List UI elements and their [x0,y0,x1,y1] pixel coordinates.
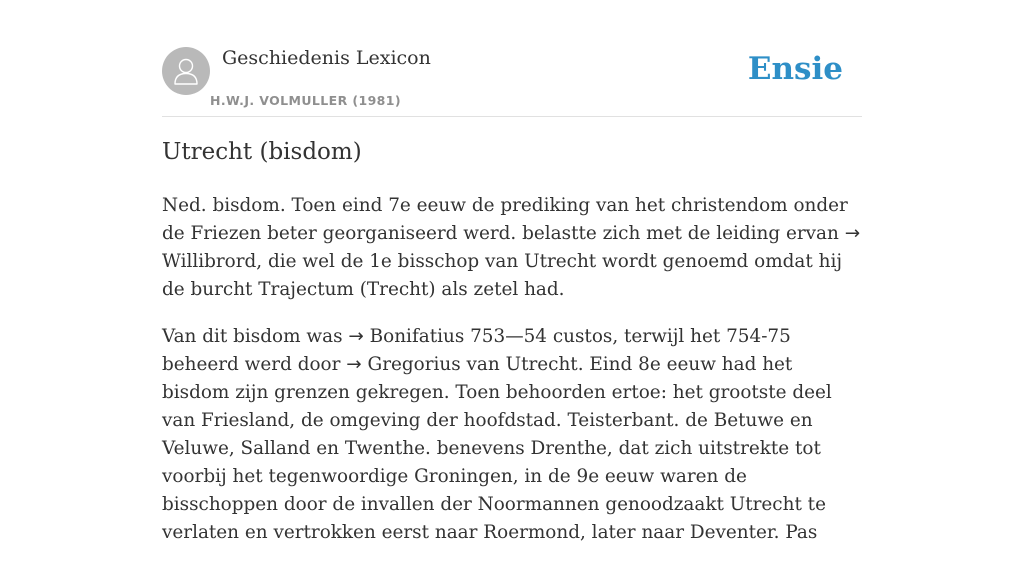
paragraph-text: Bonifatius 753—54 custos, terwijl het 754-75 beheerd werd door [162,326,791,375]
paragraph-text: Willibrord, die wel de 1e bisschop van Utrecht wordt genoemd omdat hij de burcht Trajectum (Trecht) als zetel had. [162,251,843,300]
paragraph-text: Gregorius van Utrecht. Eind 8e eeuw had het bisdom zijn grenzen gekregen. Toen behoorden ertoe: het grootste deel van Friesland, de omgeving der hoofdstad. Teisterbant. de Betuwe en Veluwe, Salland en Twenthe. benevens Drenthe, dat zich uitstrekte tot voorbij het tegenwoordige Groningen, in de 9e eeuw waren de bisschoppen door de invallen der Noormannen genoodzaakt Utrecht te verlaten en vertrokken eerst naar Roermond, later naar Deventer. Pas [162,354,832,543]
article-paragraph [162,323,862,547]
cross-reference-arrow[interactable]: → [346,354,362,375]
avatar[interactable] [162,47,210,95]
article-body [162,192,862,566]
user-icon [172,56,200,86]
paragraph-text: Ned. bisdom. Toen eind 7e eeuw de prediking van het christendom onder de Friezen beter georganiseerd werd. belastte zich met de leiding ervan [162,195,848,244]
cross-reference-arrow[interactable]: → [844,223,861,244]
source-name-link[interactable]: Geschiedenis Lexicon [222,47,431,69]
article-paragraph [162,192,862,304]
page-title: Utrecht (bisdom) [162,139,362,165]
paragraph-text: Van dit bisdom was [162,326,349,347]
source-author: H.W.J. VOLMULLER (1981) [210,93,401,108]
cross-reference-arrow[interactable]: → [348,326,364,347]
brand-logo-link[interactable]: Ensie [747,51,843,87]
source-header [162,47,862,117]
